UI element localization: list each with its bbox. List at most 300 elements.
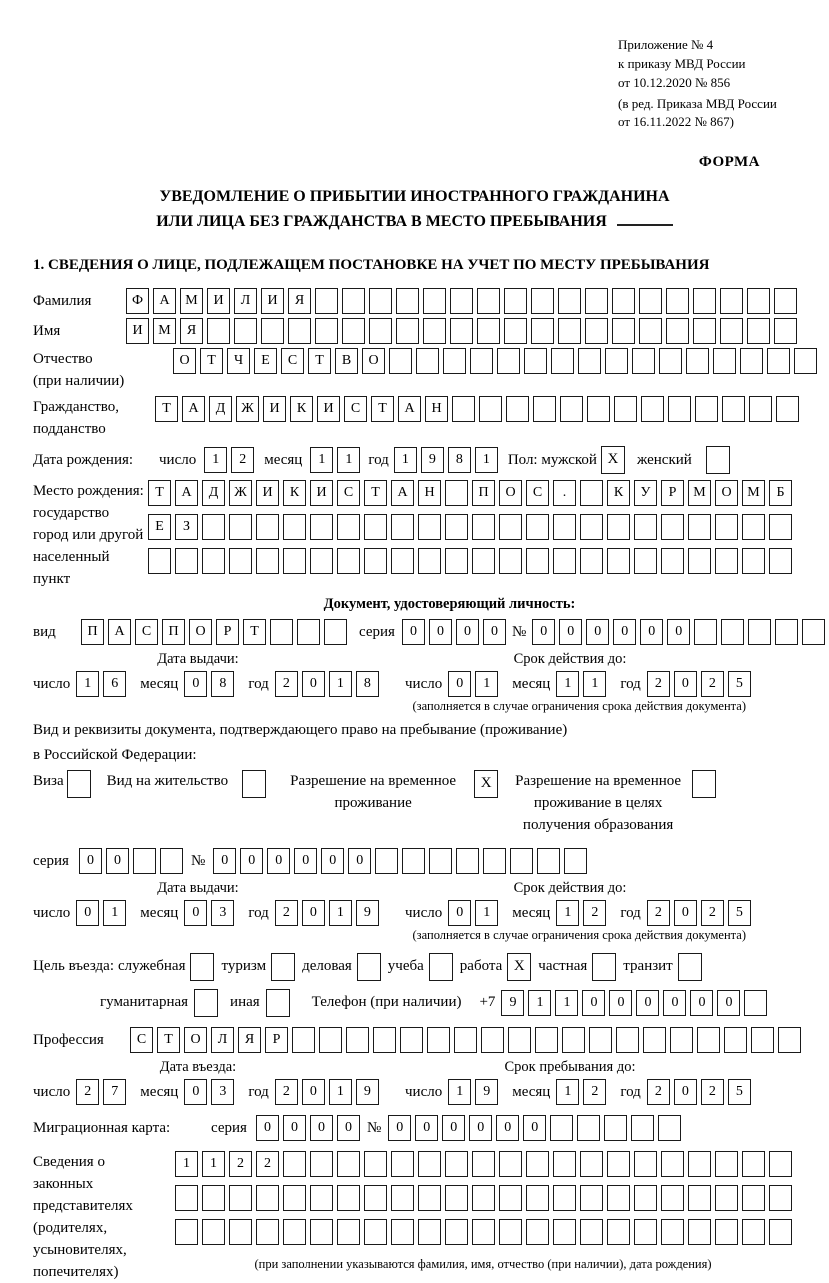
char-cell[interactable]: [450, 288, 473, 314]
char-cell[interactable]: С: [135, 619, 158, 645]
purpose-transit-checkbox[interactable]: [678, 953, 702, 981]
char-cell[interactable]: И: [126, 318, 149, 344]
char-cell[interactable]: 0: [256, 1115, 279, 1141]
char-cell[interactable]: Я: [288, 288, 311, 314]
char-cell[interactable]: [751, 1027, 774, 1053]
char-cell[interactable]: 0: [76, 900, 99, 926]
char-cell[interactable]: [604, 1115, 627, 1141]
char-cell[interactable]: [499, 548, 522, 574]
char-cell[interactable]: [634, 1151, 657, 1177]
char-cell[interactable]: 0: [283, 1115, 306, 1141]
char-cell[interactable]: 7: [103, 1079, 126, 1105]
char-cell[interactable]: О: [189, 619, 212, 645]
char-cell[interactable]: [774, 318, 797, 344]
char-cell[interactable]: [207, 318, 230, 344]
char-cell[interactable]: [202, 1219, 225, 1245]
char-cell[interactable]: [533, 396, 556, 422]
char-cell[interactable]: [526, 1151, 549, 1177]
char-cell[interactable]: Д: [202, 480, 225, 506]
char-cell[interactable]: 1: [76, 671, 99, 697]
char-cell[interactable]: [337, 1185, 360, 1211]
char-cell[interactable]: [553, 548, 576, 574]
char-cell[interactable]: 0: [106, 848, 129, 874]
char-cell[interactable]: [767, 348, 790, 374]
char-cell[interactable]: [769, 1185, 792, 1211]
char-cell[interactable]: А: [398, 396, 421, 422]
char-cell[interactable]: 2: [701, 900, 724, 926]
char-cell[interactable]: [175, 548, 198, 574]
char-cell[interactable]: Л: [234, 288, 257, 314]
char-cell[interactable]: [450, 318, 473, 344]
char-cell[interactable]: 0: [663, 990, 686, 1016]
char-cell[interactable]: И: [256, 480, 279, 506]
char-cell[interactable]: 0: [310, 1115, 333, 1141]
char-cell[interactable]: И: [310, 480, 333, 506]
char-cell[interactable]: [715, 1185, 738, 1211]
char-cell[interactable]: [454, 1027, 477, 1053]
char-cell[interactable]: [616, 1027, 639, 1053]
char-cell[interactable]: 1: [475, 447, 498, 473]
sex-female-checkbox[interactable]: [706, 446, 730, 474]
char-cell[interactable]: [697, 1027, 720, 1053]
char-cell[interactable]: 0: [415, 1115, 438, 1141]
char-cell[interactable]: 0: [609, 990, 632, 1016]
char-cell[interactable]: [310, 514, 333, 540]
char-cell[interactable]: [445, 1151, 468, 1177]
char-cell[interactable]: [641, 396, 664, 422]
char-cell[interactable]: 1: [103, 900, 126, 926]
char-cell[interactable]: 1: [583, 671, 606, 697]
char-cell[interactable]: [720, 318, 743, 344]
purpose-tourism-checkbox[interactable]: [271, 953, 295, 981]
char-cell[interactable]: 0: [559, 619, 582, 645]
char-cell[interactable]: 0: [469, 1115, 492, 1141]
char-cell[interactable]: И: [263, 396, 286, 422]
char-cell[interactable]: [472, 1185, 495, 1211]
char-cell[interactable]: [715, 1219, 738, 1245]
char-cell[interactable]: [391, 548, 414, 574]
char-cell[interactable]: И: [317, 396, 340, 422]
char-cell[interactable]: [148, 548, 171, 574]
char-cell[interactable]: [580, 1219, 603, 1245]
char-cell[interactable]: [429, 848, 452, 874]
char-cell[interactable]: [722, 396, 745, 422]
char-cell[interactable]: 0: [640, 619, 663, 645]
char-cell[interactable]: [319, 1027, 342, 1053]
char-cell[interactable]: [418, 514, 441, 540]
char-cell[interactable]: [564, 848, 587, 874]
char-cell[interactable]: [748, 619, 771, 645]
char-cell[interactable]: [346, 1027, 369, 1053]
char-cell[interactable]: [160, 848, 183, 874]
char-cell[interactable]: 0: [717, 990, 740, 1016]
char-cell[interactable]: [778, 1027, 801, 1053]
char-cell[interactable]: [506, 396, 529, 422]
option-visa-checkbox[interactable]: [67, 770, 91, 798]
char-cell[interactable]: И: [207, 288, 230, 314]
char-cell[interactable]: [715, 1151, 738, 1177]
char-cell[interactable]: М: [742, 480, 765, 506]
char-cell[interactable]: [694, 619, 717, 645]
char-cell[interactable]: Ж: [229, 480, 252, 506]
char-cell[interactable]: [443, 348, 466, 374]
char-cell[interactable]: [774, 288, 797, 314]
char-cell[interactable]: [666, 318, 689, 344]
char-cell[interactable]: [715, 548, 738, 574]
char-cell[interactable]: 2: [701, 1079, 724, 1105]
char-cell[interactable]: 1: [329, 1079, 352, 1105]
purpose-private-checkbox[interactable]: [592, 953, 616, 981]
char-cell[interactable]: М: [688, 480, 711, 506]
char-cell[interactable]: [310, 548, 333, 574]
char-cell[interactable]: [175, 1219, 198, 1245]
char-cell[interactable]: [416, 348, 439, 374]
char-cell[interactable]: 0: [348, 848, 371, 874]
char-cell[interactable]: Ф: [126, 288, 149, 314]
char-cell[interactable]: В: [335, 348, 358, 374]
char-cell[interactable]: [283, 1185, 306, 1211]
char-cell[interactable]: 0: [636, 990, 659, 1016]
char-cell[interactable]: [742, 548, 765, 574]
char-cell[interactable]: Р: [216, 619, 239, 645]
char-cell[interactable]: [229, 1219, 252, 1245]
char-cell[interactable]: Р: [265, 1027, 288, 1053]
char-cell[interactable]: [553, 1185, 576, 1211]
char-cell[interactable]: Т: [364, 480, 387, 506]
char-cell[interactable]: [364, 1151, 387, 1177]
purpose-study-checkbox[interactable]: [429, 953, 453, 981]
char-cell[interactable]: [418, 1151, 441, 1177]
char-cell[interactable]: [713, 348, 736, 374]
char-cell[interactable]: [418, 1185, 441, 1211]
char-cell[interactable]: 1: [202, 1151, 225, 1177]
char-cell[interactable]: [526, 514, 549, 540]
char-cell[interactable]: [261, 318, 284, 344]
char-cell[interactable]: [607, 1219, 630, 1245]
char-cell[interactable]: [578, 348, 601, 374]
char-cell[interactable]: [342, 288, 365, 314]
char-cell[interactable]: 0: [613, 619, 636, 645]
char-cell[interactable]: [661, 1151, 684, 1177]
char-cell[interactable]: К: [607, 480, 630, 506]
char-cell[interactable]: [585, 318, 608, 344]
char-cell[interactable]: 0: [337, 1115, 360, 1141]
char-cell[interactable]: [315, 288, 338, 314]
char-cell[interactable]: [369, 288, 392, 314]
char-cell[interactable]: [742, 1151, 765, 1177]
char-cell[interactable]: [587, 396, 610, 422]
char-cell[interactable]: 9: [356, 1079, 379, 1105]
char-cell[interactable]: [634, 548, 657, 574]
char-cell[interactable]: 1: [175, 1151, 198, 1177]
char-cell[interactable]: [445, 1185, 468, 1211]
char-cell[interactable]: [537, 848, 560, 874]
char-cell[interactable]: [715, 514, 738, 540]
char-cell[interactable]: [391, 1151, 414, 1177]
char-cell[interactable]: [526, 1219, 549, 1245]
char-cell[interactable]: [418, 548, 441, 574]
char-cell[interactable]: [229, 1185, 252, 1211]
char-cell[interactable]: [551, 348, 574, 374]
char-cell[interactable]: [769, 1151, 792, 1177]
char-cell[interactable]: И: [261, 288, 284, 314]
char-cell[interactable]: П: [162, 619, 185, 645]
char-cell[interactable]: [558, 288, 581, 314]
char-cell[interactable]: А: [175, 480, 198, 506]
char-cell[interactable]: [688, 514, 711, 540]
char-cell[interactable]: [688, 1219, 711, 1245]
char-cell[interactable]: 0: [267, 848, 290, 874]
char-cell[interactable]: [607, 548, 630, 574]
char-cell[interactable]: 1: [475, 671, 498, 697]
char-cell[interactable]: 9: [475, 1079, 498, 1105]
sex-male-checkbox[interactable]: X: [601, 446, 625, 474]
char-cell[interactable]: [337, 1219, 360, 1245]
char-cell[interactable]: [775, 619, 798, 645]
char-cell[interactable]: [229, 514, 252, 540]
char-cell[interactable]: М: [180, 288, 203, 314]
char-cell[interactable]: Е: [254, 348, 277, 374]
char-cell[interactable]: [452, 396, 475, 422]
char-cell[interactable]: 2: [647, 1079, 670, 1105]
char-cell[interactable]: [256, 1185, 279, 1211]
char-cell[interactable]: Д: [209, 396, 232, 422]
char-cell[interactable]: [769, 514, 792, 540]
char-cell[interactable]: [310, 1185, 333, 1211]
char-cell[interactable]: [470, 348, 493, 374]
char-cell[interactable]: [661, 548, 684, 574]
char-cell[interactable]: [577, 1115, 600, 1141]
char-cell[interactable]: [510, 848, 533, 874]
char-cell[interactable]: Б: [769, 480, 792, 506]
char-cell[interactable]: А: [182, 396, 205, 422]
char-cell[interactable]: [337, 548, 360, 574]
char-cell[interactable]: [423, 318, 446, 344]
char-cell[interactable]: [297, 619, 320, 645]
char-cell[interactable]: [612, 318, 635, 344]
char-cell[interactable]: Т: [308, 348, 331, 374]
char-cell[interactable]: [550, 1115, 573, 1141]
char-cell[interactable]: 2: [229, 1151, 252, 1177]
char-cell[interactable]: С: [344, 396, 367, 422]
char-cell[interactable]: А: [108, 619, 131, 645]
char-cell[interactable]: [634, 1185, 657, 1211]
char-cell[interactable]: 1: [448, 1079, 471, 1105]
char-cell[interactable]: Т: [155, 396, 178, 422]
char-cell[interactable]: [342, 318, 365, 344]
char-cell[interactable]: 0: [690, 990, 713, 1016]
char-cell[interactable]: [605, 348, 628, 374]
option-residence-permit-checkbox[interactable]: [242, 770, 266, 798]
char-cell[interactable]: 1: [556, 1079, 579, 1105]
char-cell[interactable]: [508, 1027, 531, 1053]
char-cell[interactable]: [256, 514, 279, 540]
char-cell[interactable]: [526, 548, 549, 574]
char-cell[interactable]: [375, 848, 398, 874]
char-cell[interactable]: [553, 1219, 576, 1245]
char-cell[interactable]: Т: [157, 1027, 180, 1053]
char-cell[interactable]: [292, 1027, 315, 1053]
char-cell[interactable]: [695, 396, 718, 422]
char-cell[interactable]: М: [153, 318, 176, 344]
char-cell[interactable]: 0: [388, 1115, 411, 1141]
char-cell[interactable]: [614, 396, 637, 422]
char-cell[interactable]: 0: [456, 619, 479, 645]
char-cell[interactable]: [315, 318, 338, 344]
char-cell[interactable]: [499, 1219, 522, 1245]
char-cell[interactable]: [802, 619, 825, 645]
char-cell[interactable]: Т: [200, 348, 223, 374]
char-cell[interactable]: [324, 619, 347, 645]
char-cell[interactable]: [256, 1219, 279, 1245]
char-cell[interactable]: [445, 480, 468, 506]
char-cell[interactable]: 1: [394, 447, 417, 473]
char-cell[interactable]: [456, 848, 479, 874]
char-cell[interactable]: [661, 1219, 684, 1245]
char-cell[interactable]: Ч: [227, 348, 250, 374]
char-cell[interactable]: [202, 514, 225, 540]
char-cell[interactable]: 2: [256, 1151, 279, 1177]
char-cell[interactable]: [531, 318, 554, 344]
char-cell[interactable]: [769, 1219, 792, 1245]
char-cell[interactable]: 2: [275, 1079, 298, 1105]
char-cell[interactable]: 0: [586, 619, 609, 645]
char-cell[interactable]: [337, 1151, 360, 1177]
char-cell[interactable]: [580, 1151, 603, 1177]
char-cell[interactable]: [369, 318, 392, 344]
char-cell[interactable]: 1: [556, 671, 579, 697]
char-cell[interactable]: [749, 396, 772, 422]
char-cell[interactable]: [234, 318, 257, 344]
char-cell[interactable]: 8: [211, 671, 234, 697]
char-cell[interactable]: [283, 548, 306, 574]
char-cell[interactable]: [794, 348, 817, 374]
char-cell[interactable]: [504, 288, 527, 314]
char-cell[interactable]: Ж: [236, 396, 259, 422]
char-cell[interactable]: [560, 396, 583, 422]
char-cell[interactable]: [553, 514, 576, 540]
char-cell[interactable]: 1: [337, 447, 360, 473]
char-cell[interactable]: 0: [442, 1115, 465, 1141]
char-cell[interactable]: [229, 548, 252, 574]
char-cell[interactable]: [643, 1027, 666, 1053]
char-cell[interactable]: [558, 318, 581, 344]
purpose-official-checkbox[interactable]: [190, 953, 214, 981]
char-cell[interactable]: [740, 348, 763, 374]
char-cell[interactable]: [553, 1151, 576, 1177]
char-cell[interactable]: 1: [310, 447, 333, 473]
char-cell[interactable]: Л: [211, 1027, 234, 1053]
char-cell[interactable]: Т: [148, 480, 171, 506]
char-cell[interactable]: С: [130, 1027, 153, 1053]
char-cell[interactable]: [631, 1115, 654, 1141]
char-cell[interactable]: 1: [556, 900, 579, 926]
char-cell[interactable]: 0: [302, 900, 325, 926]
char-cell[interactable]: [477, 318, 500, 344]
char-cell[interactable]: Н: [418, 480, 441, 506]
char-cell[interactable]: П: [472, 480, 495, 506]
char-cell[interactable]: 0: [448, 671, 471, 697]
char-cell[interactable]: А: [391, 480, 414, 506]
char-cell[interactable]: [270, 619, 293, 645]
char-cell[interactable]: [769, 548, 792, 574]
char-cell[interactable]: [693, 318, 716, 344]
char-cell[interactable]: [562, 1027, 585, 1053]
char-cell[interactable]: [632, 348, 655, 374]
char-cell[interactable]: [472, 548, 495, 574]
char-cell[interactable]: З: [175, 514, 198, 540]
char-cell[interactable]: [283, 1151, 306, 1177]
char-cell[interactable]: Я: [180, 318, 203, 344]
purpose-business-checkbox[interactable]: [357, 953, 381, 981]
char-cell[interactable]: [742, 1185, 765, 1211]
char-cell[interactable]: 0: [667, 619, 690, 645]
char-cell[interactable]: 8: [356, 671, 379, 697]
char-cell[interactable]: [693, 288, 716, 314]
char-cell[interactable]: [607, 1151, 630, 1177]
char-cell[interactable]: 0: [448, 900, 471, 926]
char-cell[interactable]: 1: [204, 447, 227, 473]
char-cell[interactable]: [400, 1027, 423, 1053]
char-cell[interactable]: [526, 1185, 549, 1211]
char-cell[interactable]: [776, 396, 799, 422]
char-cell[interactable]: [668, 396, 691, 422]
char-cell[interactable]: [389, 348, 412, 374]
char-cell[interactable]: 0: [402, 619, 425, 645]
char-cell[interactable]: [418, 1219, 441, 1245]
purpose-humanitarian-checkbox[interactable]: [194, 989, 218, 1017]
char-cell[interactable]: [499, 1151, 522, 1177]
char-cell[interactable]: Р: [661, 480, 684, 506]
char-cell[interactable]: 0: [674, 900, 697, 926]
char-cell[interactable]: 2: [231, 447, 254, 473]
char-cell[interactable]: О: [499, 480, 522, 506]
char-cell[interactable]: А: [153, 288, 176, 314]
char-cell[interactable]: [639, 318, 662, 344]
char-cell[interactable]: Я: [238, 1027, 261, 1053]
char-cell[interactable]: [744, 990, 767, 1016]
char-cell[interactable]: [686, 348, 709, 374]
char-cell[interactable]: [589, 1027, 612, 1053]
char-cell[interactable]: [364, 548, 387, 574]
char-cell[interactable]: 0: [240, 848, 263, 874]
char-cell[interactable]: 0: [674, 671, 697, 697]
char-cell[interactable]: 8: [448, 447, 471, 473]
char-cell[interactable]: П: [81, 619, 104, 645]
char-cell[interactable]: 1: [475, 900, 498, 926]
char-cell[interactable]: [283, 1219, 306, 1245]
char-cell[interactable]: [391, 514, 414, 540]
char-cell[interactable]: [721, 619, 744, 645]
char-cell[interactable]: 2: [76, 1079, 99, 1105]
char-cell[interactable]: 9: [356, 900, 379, 926]
char-cell[interactable]: 0: [184, 671, 207, 697]
char-cell[interactable]: 1: [555, 990, 578, 1016]
char-cell[interactable]: [288, 318, 311, 344]
char-cell[interactable]: [666, 288, 689, 314]
char-cell[interactable]: 0: [532, 619, 555, 645]
char-cell[interactable]: 6: [103, 671, 126, 697]
char-cell[interactable]: 3: [211, 900, 234, 926]
char-cell[interactable]: .: [553, 480, 576, 506]
option-temp-residence-education-checkbox[interactable]: [692, 770, 716, 798]
char-cell[interactable]: С: [281, 348, 304, 374]
char-cell[interactable]: 0: [79, 848, 102, 874]
char-cell[interactable]: 0: [321, 848, 344, 874]
char-cell[interactable]: [283, 514, 306, 540]
purpose-other-checkbox[interactable]: [266, 989, 290, 1017]
char-cell[interactable]: [337, 514, 360, 540]
